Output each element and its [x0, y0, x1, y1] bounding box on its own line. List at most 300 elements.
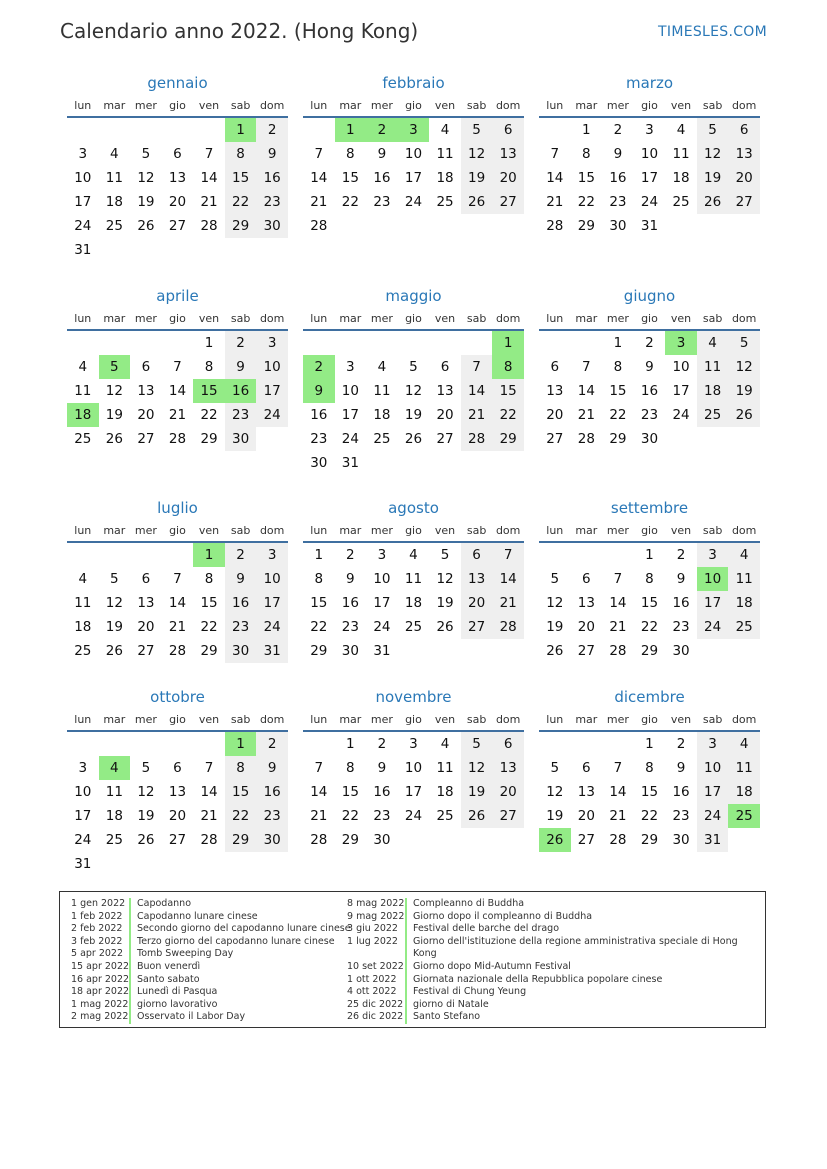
day-cell: 27 — [546, 431, 564, 447]
weekday-label: mer — [370, 523, 393, 537]
day-cell: 6 — [141, 571, 151, 587]
holiday-name: Giorno dopo Mid-Autumn Festival — [413, 960, 571, 972]
legend-row — [347, 911, 752, 924]
holiday-name: Compleanno di Buddha — [413, 898, 525, 909]
weekday-label: mar — [103, 98, 126, 112]
day-cell: 23 — [225, 615, 257, 639]
empty-cell — [429, 639, 461, 663]
day-cell: 19 — [461, 166, 493, 190]
day-cell: 22 — [200, 619, 218, 635]
day-cell: 10 — [373, 571, 391, 587]
day-cell: 13 — [137, 383, 155, 399]
weekday-label: mer — [134, 311, 157, 325]
day-cell: 10 — [697, 756, 729, 780]
day-cell: 11 — [74, 383, 92, 399]
weekday-label: lun — [310, 712, 328, 726]
empty-cell — [130, 331, 162, 355]
weekday-label: lun — [74, 712, 92, 726]
day-cell: 12 — [697, 142, 729, 166]
day-cell: 6 — [582, 571, 591, 587]
weekday-label: mar — [339, 523, 362, 537]
weekday-label: ven — [198, 98, 220, 112]
day-cell: 19 — [461, 780, 493, 804]
weekday-label: gio — [641, 98, 658, 112]
day-grid — [303, 732, 524, 852]
day-cell: 30 — [609, 218, 627, 234]
day-cell: 29 — [200, 643, 218, 659]
brand-link[interactable]: TIMESLES.COM — [658, 24, 767, 40]
day-cell: 22 — [310, 619, 328, 635]
day-cell: 14 — [310, 170, 328, 186]
day-cell: 17 — [404, 784, 423, 800]
day-cell: 13 — [137, 595, 155, 611]
day-cell: 6 — [492, 732, 524, 756]
day-cell: 16 — [225, 591, 257, 615]
day-cell: 7 — [204, 146, 214, 162]
day-cell: 19 — [404, 407, 423, 423]
holiday-day-cell: 8 — [492, 355, 524, 379]
weekday-label: gio — [169, 311, 186, 325]
day-cell: 12 — [728, 355, 760, 379]
day-cell: 30 — [256, 828, 288, 852]
day-cell: 4 — [440, 122, 450, 138]
weekday-header — [303, 94, 524, 116]
day-cell: 2 — [613, 122, 623, 138]
day-cell: 11 — [74, 595, 92, 611]
day-cell: 15 — [577, 170, 595, 186]
day-cell: 17 — [672, 383, 690, 399]
holiday-day-cell: 18 — [67, 403, 99, 427]
day-cell: 31 — [74, 242, 92, 258]
holiday-day-cell: 2 — [366, 118, 398, 142]
day-cell: 2 — [256, 118, 288, 142]
day-cell: 23 — [341, 619, 359, 635]
holiday-name: Festival delle barche del drago — [413, 923, 560, 935]
weekday-label: ven — [670, 523, 692, 537]
weekday-label: ven — [434, 523, 456, 537]
day-cell: 28 — [310, 218, 328, 234]
day-cell: 23 — [640, 407, 659, 423]
day-cell: 25 — [436, 808, 454, 824]
day-cell: 2 — [225, 331, 257, 355]
weekday-header — [303, 519, 524, 541]
day-cell: 19 — [697, 166, 729, 190]
day-cell: 2 — [256, 732, 288, 756]
day-cell: 25 — [436, 194, 454, 210]
day-cell: 15 — [225, 780, 257, 804]
day-cell: 9 — [377, 760, 387, 776]
month-name: aprile — [156, 287, 199, 305]
empty-cell — [539, 331, 571, 355]
weekday-label: dom — [259, 98, 285, 112]
day-cell: 4 — [409, 547, 418, 563]
day-cell: 7 — [582, 359, 591, 375]
day-cell: 29 — [225, 828, 257, 852]
day-cell: 24 — [640, 194, 659, 210]
day-cell: 24 — [256, 615, 288, 639]
day-cell: 16 — [310, 407, 328, 423]
day-cell: 1 — [204, 335, 214, 351]
day-cell: 21 — [310, 194, 328, 210]
day-cell: 11 — [728, 756, 760, 780]
day-cell: 9 — [346, 571, 355, 587]
empty-cell — [256, 238, 288, 262]
day-cell: 18 — [728, 780, 760, 804]
month-name: agosto — [388, 499, 439, 517]
weekday-label: dom — [259, 311, 285, 325]
weekday-label: gio — [641, 712, 658, 726]
weekday-label: dom — [731, 311, 757, 325]
weekday-label: mar — [575, 523, 598, 537]
month-name: novembre — [375, 688, 452, 706]
empty-cell — [162, 331, 194, 355]
empty-cell — [193, 238, 225, 262]
day-cell: 26 — [728, 403, 760, 427]
weekday-label: ven — [434, 712, 456, 726]
day-cell: 21 — [168, 619, 187, 635]
day-cell: 13 — [577, 595, 595, 611]
day-cell: 28 — [168, 643, 187, 659]
empty-cell — [492, 828, 524, 852]
weekday-header — [303, 708, 524, 730]
day-cell: 9 — [377, 146, 387, 162]
day-cell: 3 — [256, 331, 288, 355]
month-febbraio — [303, 72, 524, 238]
day-cell: 27 — [461, 615, 493, 639]
day-cell: 29 — [341, 832, 359, 848]
day-cell: 3 — [377, 547, 387, 563]
day-cell: 4 — [676, 122, 686, 138]
empty-cell — [697, 214, 729, 238]
empty-cell — [429, 828, 461, 852]
day-cell: 6 — [461, 543, 493, 567]
holiday-name: Terzo giorno del capodanno lunare cinese — [137, 935, 335, 947]
day-cell: 21 — [609, 619, 627, 635]
holiday-date: 8 mag 2022 — [347, 898, 407, 911]
day-cell: 2 — [676, 736, 686, 752]
day-cell: 21 — [577, 407, 595, 423]
day-grid — [303, 331, 524, 475]
day-cell: 30 — [225, 639, 257, 663]
day-cell: 18 — [373, 407, 391, 423]
holiday-name: Secondo giorno del capodanno lunare cinese — [137, 923, 351, 935]
day-cell: 1 — [645, 547, 654, 563]
day-cell: 19 — [546, 808, 564, 824]
empty-cell — [193, 852, 225, 876]
weekday-label: gio — [405, 311, 422, 325]
empty-cell — [99, 852, 131, 876]
weekday-header — [303, 307, 524, 329]
day-cell: 22 — [225, 804, 257, 828]
day-cell: 24 — [74, 832, 92, 848]
holiday-name: Buon venerdì — [137, 960, 201, 972]
empty-cell — [366, 451, 398, 475]
holiday-day-cell: 10 — [697, 567, 729, 591]
day-cell: 12 — [546, 784, 564, 800]
day-cell: 16 — [373, 784, 391, 800]
day-cell: 25 — [728, 615, 760, 639]
day-cell: 21 — [310, 808, 328, 824]
empty-cell — [728, 639, 760, 663]
empty-cell — [303, 732, 335, 756]
day-cell: 22 — [341, 194, 359, 210]
day-cell: 15 — [341, 784, 359, 800]
holiday-day-cell: 25 — [728, 804, 760, 828]
day-cell: 20 — [436, 407, 454, 423]
day-cell: 30 — [672, 643, 690, 659]
day-cell: 6 — [440, 359, 450, 375]
empty-cell — [303, 331, 335, 355]
day-cell: 19 — [546, 619, 564, 635]
empty-cell — [461, 451, 493, 475]
weekday-label: ven — [198, 523, 220, 537]
day-cell: 30 — [672, 832, 690, 848]
day-cell: 23 — [310, 431, 328, 447]
day-cell: 26 — [697, 190, 729, 214]
day-cell: 14 — [168, 383, 187, 399]
day-cell: 19 — [137, 194, 155, 210]
day-cell: 21 — [492, 591, 524, 615]
weekday-label: mer — [370, 712, 393, 726]
weekday-header — [539, 307, 760, 329]
page-title: Calendario anno 2022. (Hong Kong) — [60, 19, 419, 43]
holiday-date: 1 mag 2022 — [71, 999, 131, 1012]
day-cell: 5 — [110, 571, 119, 587]
day-cell: 7 — [613, 571, 623, 587]
weekday-label: mar — [339, 98, 362, 112]
weekday-label: mar — [339, 712, 362, 726]
day-cell: 15 — [310, 595, 328, 611]
day-cell: 4 — [440, 736, 450, 752]
day-cell: 8 — [346, 146, 355, 162]
day-cell: 23 — [373, 194, 391, 210]
day-cell: 19 — [436, 595, 454, 611]
day-cell: 10 — [640, 146, 659, 162]
legend-row — [347, 923, 752, 936]
day-cell: 6 — [141, 359, 151, 375]
holiday-date: 4 ott 2022 — [347, 986, 407, 999]
day-cell: 3 — [697, 543, 729, 567]
day-cell: 8 — [645, 760, 654, 776]
empty-cell — [571, 543, 603, 567]
day-cell: 31 — [341, 455, 359, 471]
empty-cell — [429, 451, 461, 475]
holiday-name: Giorno dopo il compleanno di Buddha — [413, 910, 593, 922]
day-cell: 25 — [672, 194, 690, 210]
holiday-date: 10 set 2022 — [347, 961, 407, 974]
day-cell: 2 — [676, 547, 686, 563]
day-cell: 30 — [640, 431, 659, 447]
day-cell: 29 — [609, 431, 627, 447]
weekday-label: gio — [405, 712, 422, 726]
day-cell: 26 — [105, 643, 123, 659]
day-cell: 28 — [200, 218, 218, 234]
day-cell: 23 — [609, 194, 627, 210]
day-cell: 13 — [577, 784, 595, 800]
day-cell: 5 — [409, 359, 418, 375]
day-cell: 20 — [728, 166, 760, 190]
holiday-day-cell: 1 — [492, 331, 524, 355]
month-name: maggio — [385, 287, 442, 305]
day-cell: 9 — [613, 146, 623, 162]
day-grid — [67, 118, 288, 262]
day-grid — [67, 331, 288, 451]
day-cell: 14 — [546, 170, 564, 186]
weekday-label: ven — [434, 98, 456, 112]
weekday-label: sab — [702, 311, 723, 325]
day-cell: 30 — [310, 455, 328, 471]
day-cell: 22 — [640, 808, 659, 824]
weekday-label: mer — [606, 311, 629, 325]
day-cell: 14 — [609, 784, 627, 800]
day-cell: 8 — [225, 142, 257, 166]
empty-cell — [492, 451, 524, 475]
day-cell: 5 — [697, 118, 729, 142]
day-cell: 6 — [728, 118, 760, 142]
day-cell: 15 — [640, 595, 659, 611]
day-cell: 28 — [310, 832, 328, 848]
day-cell: 15 — [609, 383, 627, 399]
day-cell: 22 — [640, 619, 659, 635]
day-cell: 16 — [609, 170, 627, 186]
weekday-label: sab — [702, 523, 723, 537]
day-cell: 22 — [492, 403, 524, 427]
holiday-name: Santo Stefano — [413, 1011, 481, 1023]
day-grid — [539, 118, 760, 238]
month-aprile — [67, 285, 288, 451]
day-cell: 29 — [310, 643, 328, 659]
day-cell: 10 — [74, 170, 92, 186]
empty-cell — [571, 732, 603, 756]
day-cell: 23 — [225, 403, 257, 427]
day-cell: 25 — [105, 218, 123, 234]
weekday-label: gio — [405, 98, 422, 112]
weekday-label: gio — [169, 712, 186, 726]
weekday-label: mar — [103, 311, 126, 325]
day-grid — [539, 331, 760, 451]
day-cell: 31 — [256, 639, 288, 663]
day-cell: 24 — [256, 403, 288, 427]
legend-column-right — [347, 898, 752, 1024]
day-cell: 16 — [672, 784, 690, 800]
day-cell: 2 — [377, 736, 387, 752]
weekday-label: ven — [670, 712, 692, 726]
weekday-label: mar — [103, 712, 126, 726]
weekday-label: dom — [495, 712, 521, 726]
day-cell: 18 — [672, 170, 690, 186]
holiday-date: 3 giu 2022 — [347, 923, 407, 936]
day-cell: 20 — [492, 166, 524, 190]
day-cell: 11 — [373, 383, 391, 399]
holiday-date: 1 feb 2022 — [71, 911, 131, 924]
day-cell: 1 — [346, 736, 355, 752]
weekday-label: dom — [495, 98, 521, 112]
day-cell: 20 — [168, 194, 187, 210]
day-cell: 5 — [440, 547, 450, 563]
weekday-label: ven — [198, 712, 220, 726]
day-cell: 25 — [74, 431, 92, 447]
day-grid — [67, 732, 288, 876]
day-cell: 17 — [74, 194, 92, 210]
day-cell: 8 — [314, 571, 324, 587]
day-cell: 21 — [168, 407, 187, 423]
day-cell: 18 — [105, 194, 123, 210]
month-ottobre — [67, 686, 288, 876]
day-cell: 14 — [461, 379, 493, 403]
day-cell: 29 — [225, 214, 257, 238]
day-cell: 20 — [577, 808, 595, 824]
day-cell: 20 — [546, 407, 564, 423]
weekday-label: sab — [702, 712, 723, 726]
empty-cell — [492, 639, 524, 663]
day-cell: 9 — [676, 760, 686, 776]
day-cell: 4 — [728, 543, 760, 567]
day-grid — [303, 543, 524, 663]
empty-cell — [256, 852, 288, 876]
empty-cell — [366, 214, 398, 238]
day-cell: 11 — [105, 784, 123, 800]
empty-cell — [728, 214, 760, 238]
day-cell: 6 — [173, 760, 182, 776]
day-cell: 18 — [74, 619, 92, 635]
empty-cell — [602, 732, 634, 756]
month-gennaio — [67, 72, 288, 262]
legend-row — [347, 986, 752, 999]
day-cell: 5 — [461, 732, 493, 756]
holiday-name: Giornata nazionale della Repubblica popolare cinese — [413, 973, 663, 985]
empty-cell — [429, 214, 461, 238]
weekday-label: lun — [546, 98, 564, 112]
day-cell: 12 — [461, 142, 493, 166]
holiday-date: 16 apr 2022 — [71, 973, 130, 985]
day-cell: 31 — [373, 643, 391, 659]
holiday-day-cell: 3 — [398, 118, 430, 142]
weekday-label: mer — [134, 712, 157, 726]
weekday-label: dom — [731, 98, 757, 112]
day-cell: 7 — [314, 146, 324, 162]
weekday-label: ven — [670, 98, 692, 112]
month-giugno — [539, 285, 760, 451]
empty-cell — [162, 118, 194, 142]
day-cell: 2 — [645, 335, 654, 351]
legend-row — [347, 974, 752, 987]
day-cell: 4 — [78, 359, 88, 375]
holiday-name: Lunedì di Pasqua — [137, 986, 218, 998]
day-cell: 18 — [105, 808, 123, 824]
day-cell: 13 — [168, 784, 187, 800]
day-cell: 6 — [550, 359, 560, 375]
day-cell: 11 — [105, 170, 123, 186]
day-cell: 31 — [74, 856, 92, 872]
day-cell: 14 — [492, 567, 524, 591]
holiday-day-cell: 15 — [193, 379, 225, 403]
day-cell: 12 — [137, 170, 155, 186]
weekday-label: sab — [230, 311, 251, 325]
weekday-label: dom — [259, 523, 285, 537]
day-cell: 27 — [137, 643, 155, 659]
day-cell: 22 — [341, 808, 359, 824]
day-cell: 16 — [373, 170, 391, 186]
month-name: gennaio — [147, 74, 208, 92]
day-cell: 13 — [492, 756, 524, 780]
day-cell: 1 — [613, 335, 623, 351]
day-cell: 2 — [225, 543, 257, 567]
day-cell: 12 — [105, 595, 123, 611]
weekday-label: lun — [310, 523, 328, 537]
day-cell: 3 — [697, 732, 729, 756]
day-cell: 13 — [492, 142, 524, 166]
empty-cell — [130, 543, 162, 567]
